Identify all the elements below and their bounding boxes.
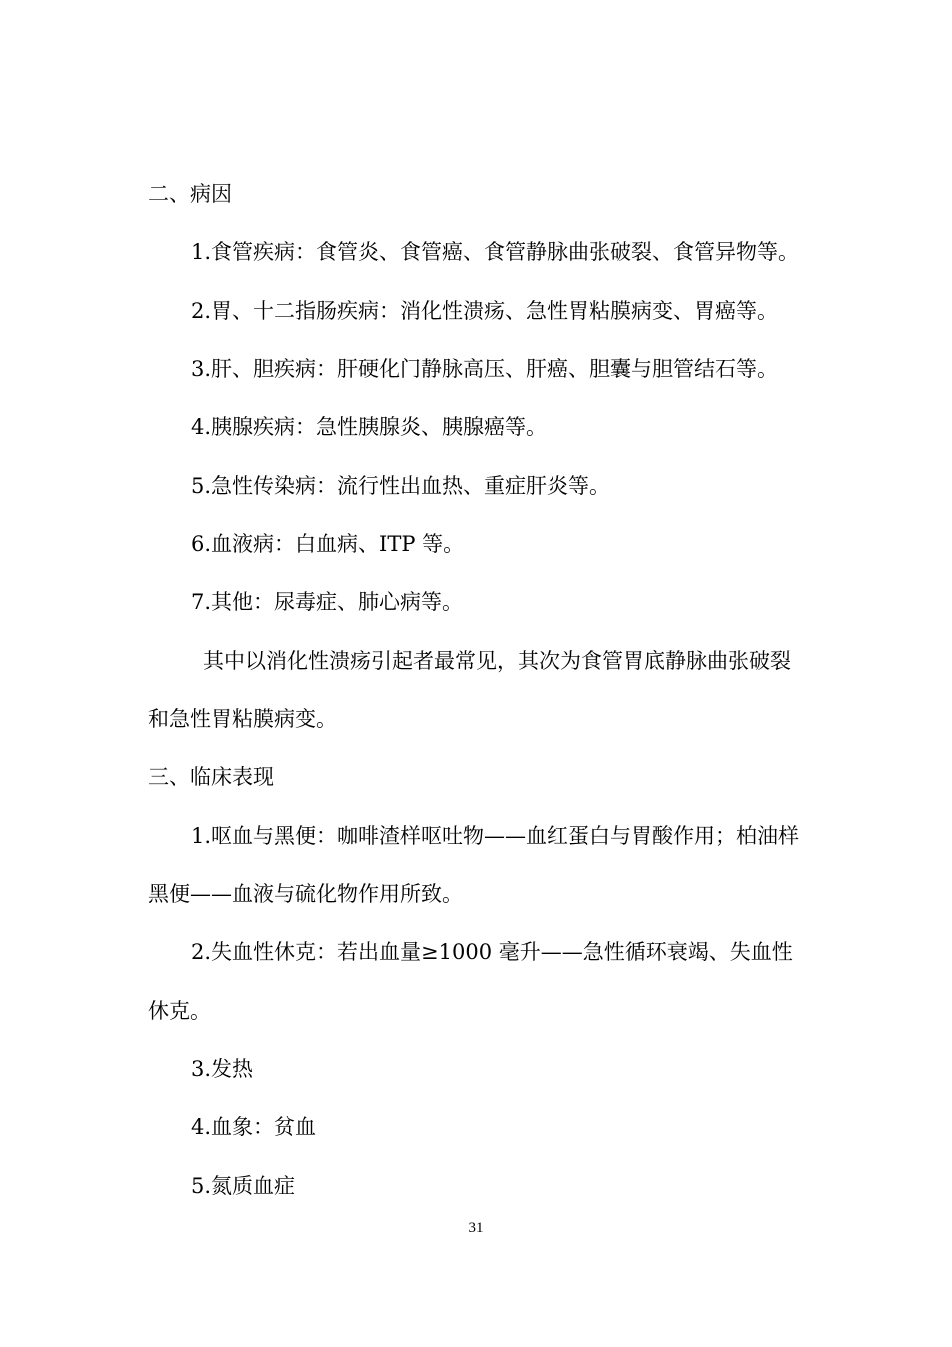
cause-item-7: 7.其他：尿毒症、肺心病等。	[191, 590, 464, 614]
cause-item-5: 5.急性传染病：流行性出血热、重症肝炎等。	[191, 474, 611, 498]
cause-item-6: 6.血液病：白血病、ITP 等。	[191, 532, 465, 556]
clinical-item-2-line-1: 2.失血性休克：若出血量≥1000 毫升——急性循环衰竭、失血性	[191, 940, 793, 964]
clinical-item-2-line-2: 休克。	[148, 999, 211, 1023]
clinical-item-4: 4.血象：贫血	[191, 1115, 317, 1139]
causes-summary-line-2: 和急性胃粘膜病变。	[148, 707, 337, 731]
clinical-item-5: 5.氮质血症	[191, 1174, 296, 1198]
clinical-item-1-line-2: 黑便——血液与硫化物作用所致。	[148, 882, 463, 906]
causes-summary-line-1: 其中以消化性溃疡引起者最常见，其次为食管胃底静脉曲张破裂	[203, 649, 791, 673]
cause-item-2: 2.胃、十二指肠疾病：消化性溃疡、急性胃粘膜病变、胃癌等。	[191, 299, 779, 323]
clinical-item-1-line-1: 1.呕血与黑便：咖啡渣样呕吐物——血红蛋白与胃酸作用；柏油样	[191, 824, 800, 848]
cause-item-4: 4.胰腺疾病：急性胰腺炎、胰腺癌等。	[191, 415, 548, 439]
page-number: 31	[468, 1220, 484, 1236]
clinical-item-3: 3.发热	[191, 1057, 254, 1081]
section-heading-causes: 二、病因	[148, 182, 232, 206]
section-heading-clinical: 三、临床表现	[148, 765, 274, 789]
cause-item-1: 1.食管疾病：食管炎、食管癌、食管静脉曲张破裂、食管异物等。	[191, 240, 800, 264]
cause-item-3: 3.肝、胆疾病：肝硬化门静脉高压、肝癌、胆囊与胆管结石等。	[191, 357, 779, 381]
